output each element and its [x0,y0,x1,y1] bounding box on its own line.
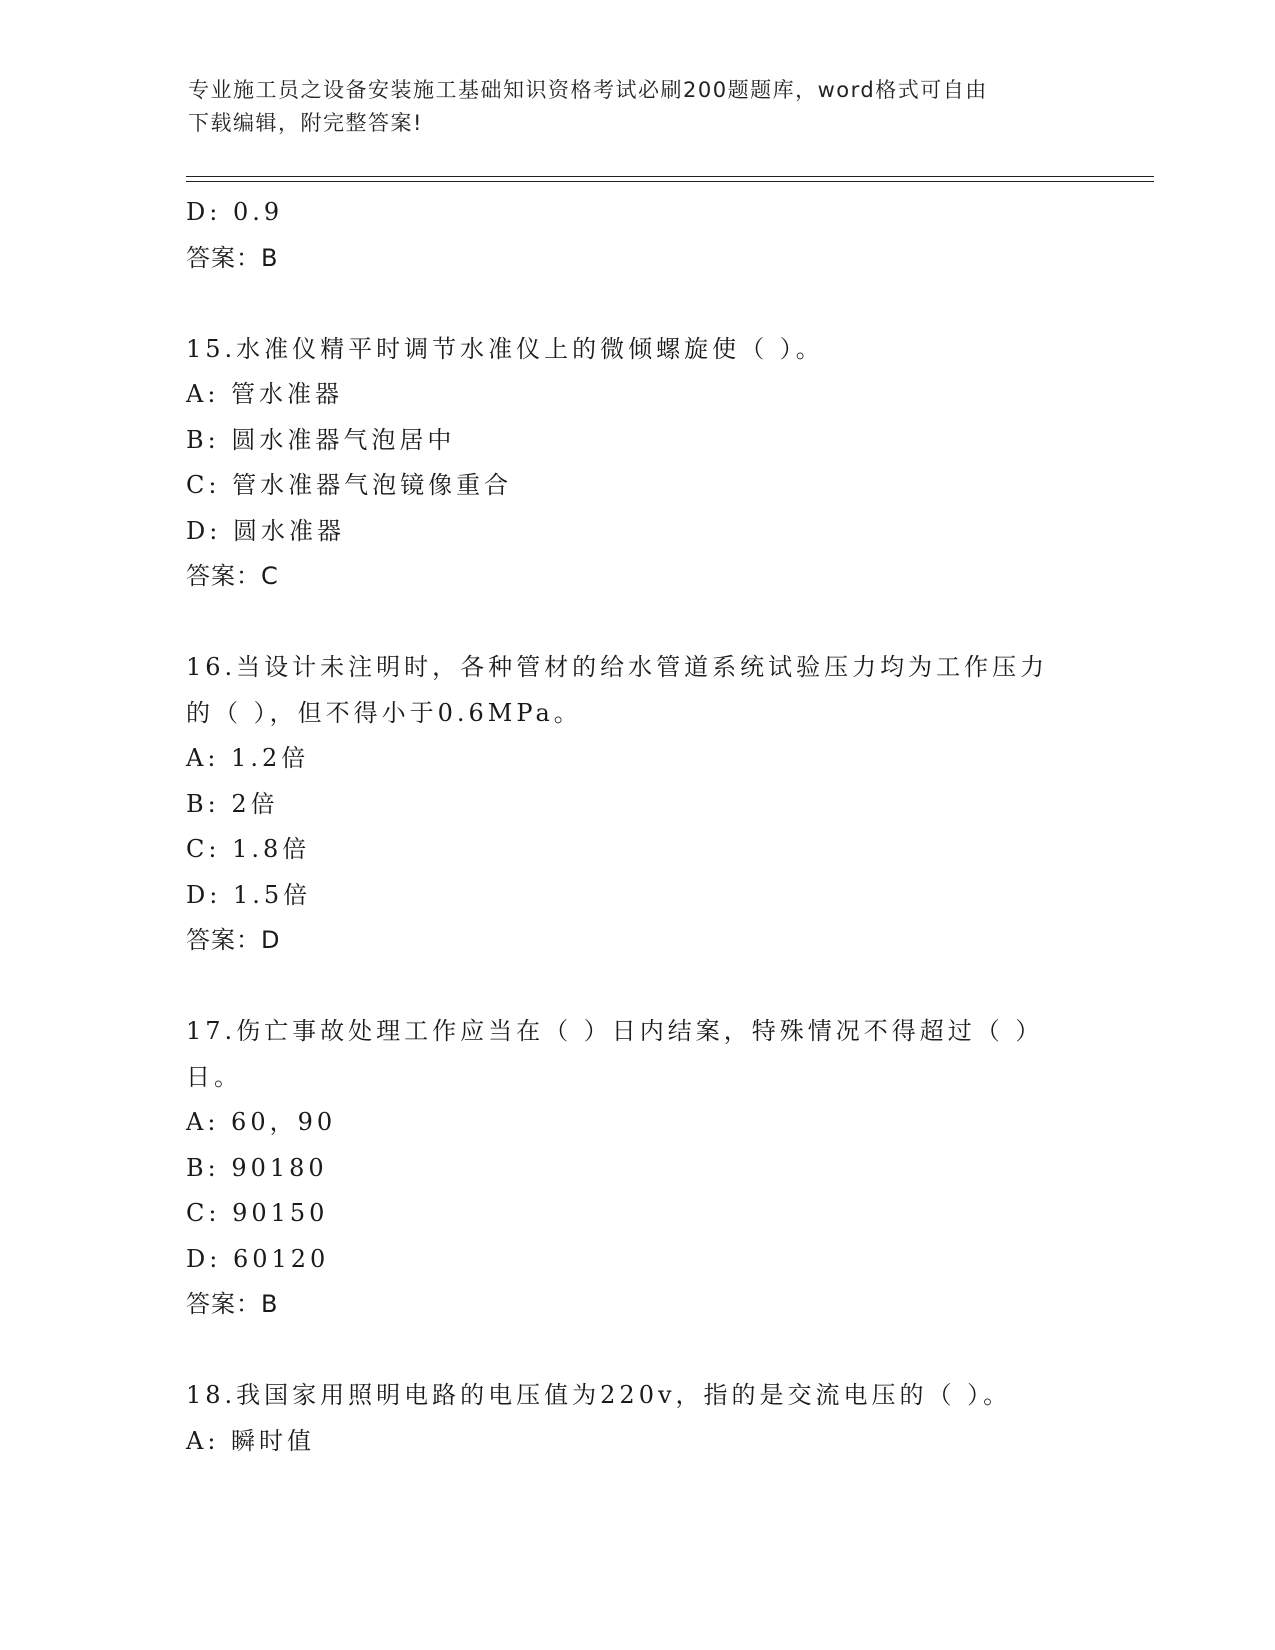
spacer [186,1328,1086,1374]
question-18 [186,1373,1086,1464]
question-15 [186,327,1086,600]
question-stem: 15.水准仪精平时调节水准仪上的微倾螺旋使（ ）。 [186,334,824,363]
option-b: B: 90180 [186,1153,328,1182]
option-c: C: 90150 [186,1199,329,1227]
header-divider-bottom [186,181,1154,182]
option-a: A: 管水准器 [186,380,344,408]
document-body [186,190,1086,1464]
header-title-line-1: 专业施工员之设备安装施工基础知识资格考试必刷200题题库，word格式可自由 [188,78,988,102]
prev-question-option-d: D: 0.9 [186,198,284,226]
header-title-line-2: 下载编辑，附完整答案! [188,111,423,135]
option-d: D: 圆水准器 [186,516,345,545]
question-stem: 16.当设计未注明时，各种管材的给水管道系统试验压力均为工作压力 [186,653,1049,681]
option-b: B: 2倍 [186,789,279,818]
spacer [186,281,1086,327]
question-stem: 18.我国家用照明电路的电压值为220v，指的是交流电压的（ ）。 [186,1381,1012,1409]
option-c: C: 管水准器气泡镜像重合 [186,471,513,499]
question-16 [186,645,1086,964]
prev-question-answer: 答案：B [186,243,279,272]
question-stem: 17.伤亡事故处理工作应当在（ ）日内结案，特殊情况不得超过（ ） [186,1017,1044,1045]
option-a: A: 1.2倍 [186,744,310,772]
document-header [188,74,1088,140]
option-a: A: 60，90 [186,1108,337,1136]
question-17 [186,1009,1086,1328]
option-a: A: 瞬时值 [186,1426,316,1455]
answer: 答案：D [186,926,281,954]
option-d: D: 60120 [186,1244,330,1273]
spacer [186,600,1086,646]
answer: 答案：C [186,562,279,590]
question-stem-continued: 的（ ），但不得小于0.6MPa。 [186,698,582,727]
option-b: B: 圆水准器气泡居中 [186,425,456,454]
spacer [186,964,1086,1010]
option-d: D: 1.5倍 [186,880,312,909]
option-c: C: 1.8倍 [186,835,311,863]
question-stem-continued: 日。 [186,1062,242,1091]
header-divider-top [186,176,1154,177]
answer: 答案：B [186,1290,279,1318]
